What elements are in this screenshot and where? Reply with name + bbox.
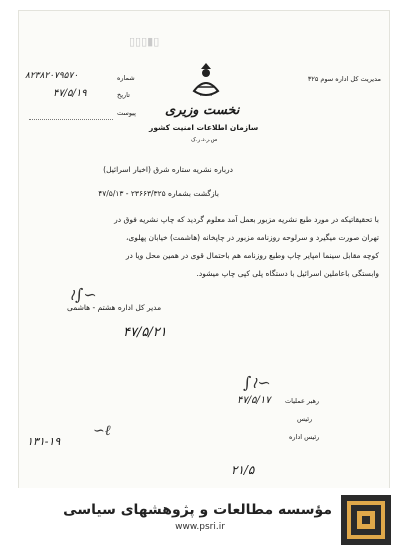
- letter-subject: درباره نشریه ستاره شرق (اخبار اسرائیل): [103, 165, 233, 174]
- number-label: شماره: [117, 74, 135, 82]
- attachment-label: پیوست: [117, 109, 136, 117]
- left-note: ۱۳۱-۱۹: [27, 435, 61, 448]
- emblem-icon: [189, 61, 223, 105]
- letter-reference: بازگشت بشماره ۲۳۶۶۳/۳۲۵ - ۴۷/۵/۱۳: [98, 189, 219, 198]
- body-line-2: تهران صورت میگیرد و سرلوحه روزنامه مزبور در چاپخانه (هاشمت) خیابان پهلوی،: [125, 233, 379, 242]
- attachment-rule: [29, 119, 113, 120]
- body-line-4: وابستگی باعاملین اسرائیل با دستگاه پلی کپی چاپ میشود.: [196, 269, 379, 278]
- routing-2: رئیس: [297, 415, 313, 423]
- faint-stamp: ▯▯▯▮▯: [129, 35, 160, 48]
- institute-logo-icon: [341, 495, 391, 545]
- dept-line: مدیریت کل اداره سوم ۳۲۵: [307, 75, 381, 83]
- letterhead-sub: س.ر.د.ر.ک: [191, 137, 218, 143]
- body-line-3: کوچه مقابل سینما امپایر چاپ وطبع روزنامه هم باحتمال قوی در همین محل ویا در: [125, 251, 379, 260]
- letter-signatory: مدیر کل اداره هشتم - هاشمی: [67, 303, 162, 312]
- date-value: ۴۷/۵/۱۹: [53, 88, 87, 99]
- body-line-1: با تحقیقاتیکه در مورد طبع نشریه مزبور بعمل آمد معلوم گردید که چاپ نشریه فوق در: [114, 215, 379, 224]
- routing-signature: ∫≀∽: [243, 373, 271, 392]
- letterhead-title: نخست وزیری: [165, 103, 240, 118]
- bottom-mark: ۲۱/۵: [231, 463, 255, 477]
- footer: [0, 488, 400, 548]
- left-scribble: ∽ℓ: [93, 423, 111, 439]
- routing-1: رهبر عملیات: [285, 397, 320, 405]
- number-value: ۸۲۳۸۲۰۷۹۵۷۰: [25, 71, 79, 81]
- document-page: [18, 10, 390, 500]
- letterhead-org: سازمان اطلاعات امنیت کشور: [149, 123, 259, 132]
- routing-date: ۴۷/۵/۱۷: [237, 395, 271, 406]
- date-label: تاریخ: [117, 91, 130, 99]
- handwritten-mid: ۴۷/۵/۲۱: [123, 325, 167, 340]
- signature-scribble-1: ≀∫∽: [69, 285, 97, 304]
- footer-institute: مؤسسه مطالعات و پژوهشهای سیاسی: [63, 502, 332, 518]
- footer-url[interactable]: www.psri.ir: [175, 522, 225, 532]
- routing-3: رئیس اداره: [289, 433, 320, 441]
